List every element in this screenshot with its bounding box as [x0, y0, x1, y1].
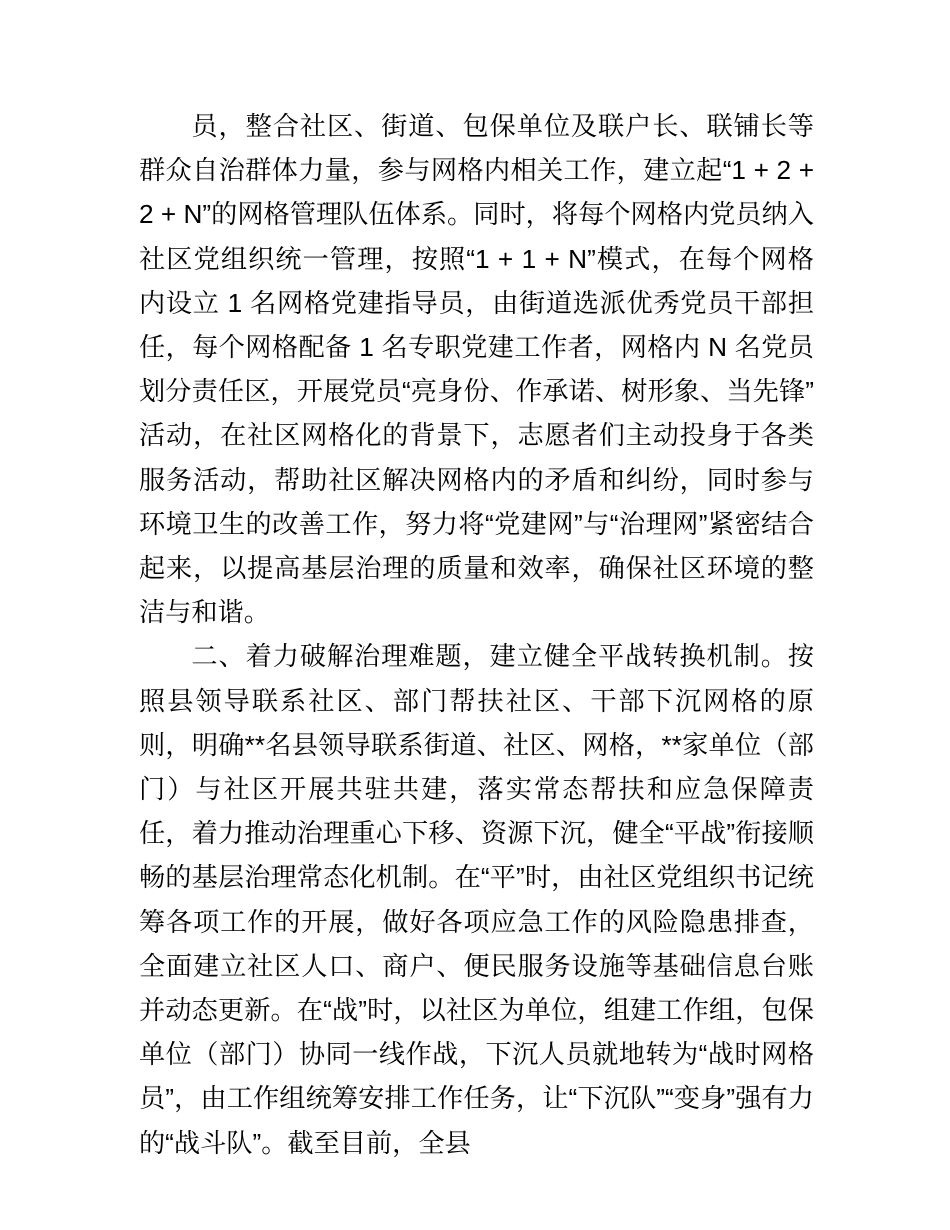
paragraph-continuation: 员，整合社区、街道、包保单位及联户长、联铺长等群众自治群体力量，参与网格内相关工作，建立起“1 + 2 + 2 + N”的网格管理队伍体系。同时，将每个网格内党员纳入社区党组织统一管理，按照“1 + 1 + N”模式，在每个网格内设立 1 名网格党建指导员，由街道选派优秀党员干部担任，每个网格配备 1 名专职党建工作者，网格内 N 名党员划分责任区，开展党员“亮身份、作承诺、树形象、当先锋”活动，在社区网格化的背景下，志愿者们主动投身于各类服务活动，帮助社区解决网格内的矛盾和纠纷，同时参与环境卫生的改善工作，努力将“党建网”与“治理网”紧密结合起来，以提高基层治理的质量和效率，确保社区环境的整洁与和谐。: [139, 111, 814, 628]
page-body-text-column: [139, 104, 814, 1165]
paragraph-section-two: 二、着力破解治理难题，建立健全平战转换机制。按照县领导联系社区、部门帮扶社区、干部下沉网格的原则，明确**名县领导联系街道、社区、网格，**家单位（部门）与社区开展共驻共建，落实常态帮扶和应急保障责任，着力推动治理重心下移、资源下沉，健全“平战”衔接顺畅的基层治理常态化机制。在“平”时，由社区党组织书记统筹各项工作的开展，做好各项应急工作的风险隐患排查，全面建立社区人口、商户、便民服务设施等基础信息台账并动态更新。在“战”时，以社区为单位，组建工作组，包保单位（部门）协同一线作战，下沉人员就地转为“战时网格员”，由工作组统筹安排工作任务，让“下沉队”“变身”强有力的“战斗队”。截至目前，全县: [139, 641, 814, 1158]
